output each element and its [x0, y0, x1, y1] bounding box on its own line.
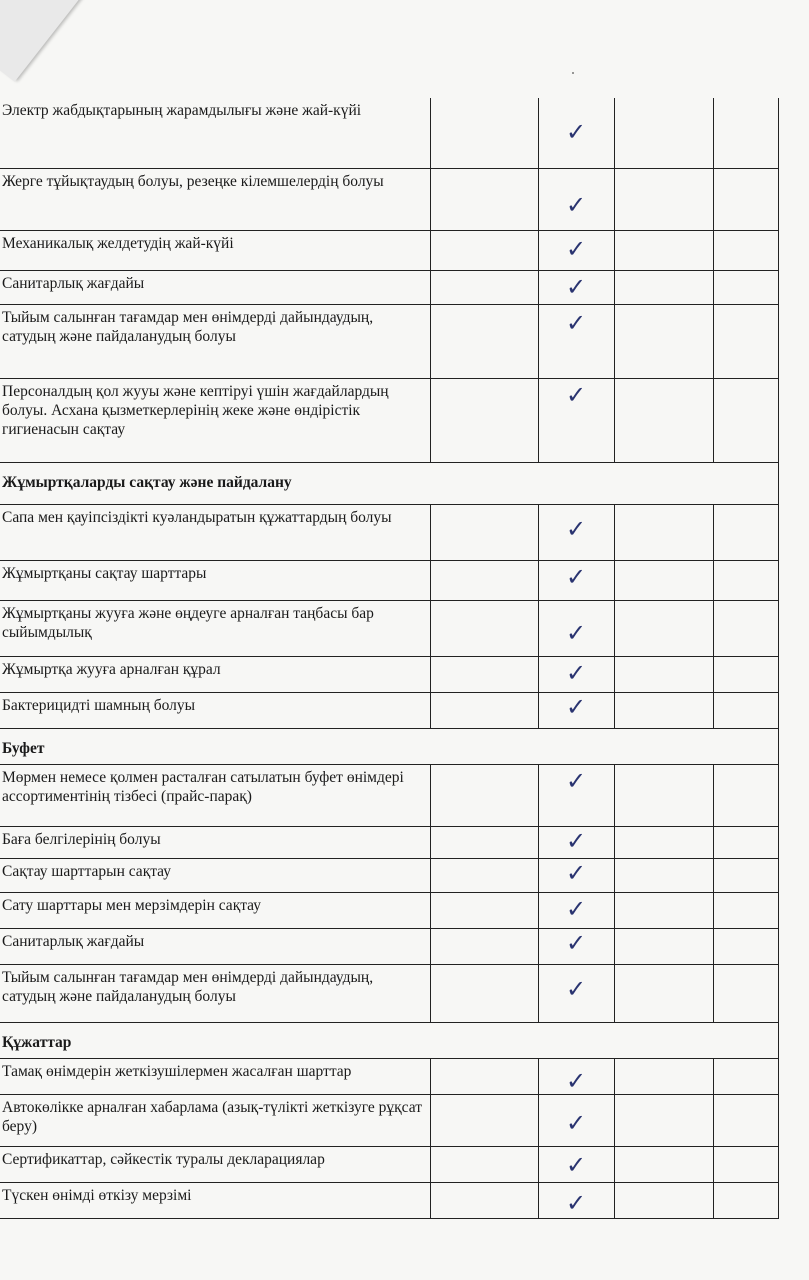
- check-cell[interactable]: [538, 270, 614, 304]
- checklist-row: [0, 168, 778, 230]
- criterion-text: Түскен өнімді өткізу мерзімі: [0, 1182, 430, 1218]
- empty-cell[interactable]: [430, 230, 538, 270]
- checklist-row: [0, 656, 778, 692]
- empty-cell[interactable]: [430, 1094, 538, 1146]
- empty-cell[interactable]: [430, 928, 538, 964]
- empty-cell[interactable]: [713, 600, 778, 656]
- empty-cell[interactable]: [430, 1146, 538, 1182]
- checkmark-icon: ✓: [565, 1066, 587, 1095]
- empty-cell[interactable]: [430, 600, 538, 656]
- check-cell[interactable]: [538, 504, 614, 560]
- checklist-row: [0, 826, 778, 858]
- criterion-text: Тыйым салынған тағамдар мен өнімдерді дайындаудың, сатудың және пайдаланудың болуы: [0, 304, 430, 378]
- checkmark-icon: ✓: [565, 562, 587, 591]
- criterion-text: Мөрмен немесе қолмен расталған сатылатын буфет өнімдері ассортиментінің тізбесі (прайс-парақ): [0, 764, 430, 826]
- empty-cell[interactable]: [614, 1094, 713, 1146]
- empty-cell[interactable]: [430, 98, 538, 168]
- empty-cell[interactable]: [614, 98, 713, 168]
- empty-cell[interactable]: [614, 826, 713, 858]
- empty-cell[interactable]: [430, 858, 538, 892]
- checkmark-icon: ✓: [565, 928, 587, 957]
- check-cell[interactable]: [538, 1058, 614, 1094]
- criterion-text: Сақтау шарттарын сақтау: [0, 858, 430, 892]
- empty-cell[interactable]: [430, 826, 538, 858]
- empty-cell[interactable]: [614, 858, 713, 892]
- empty-cell[interactable]: [614, 304, 713, 378]
- empty-cell[interactable]: [614, 1182, 713, 1218]
- checklist-row: [0, 1094, 778, 1146]
- empty-cell[interactable]: [430, 304, 538, 378]
- empty-cell[interactable]: [614, 504, 713, 560]
- checklist-row: [0, 230, 778, 270]
- empty-cell[interactable]: [713, 858, 778, 892]
- empty-cell[interactable]: [614, 1058, 713, 1094]
- checkmark-icon: ✓: [565, 380, 587, 409]
- empty-cell[interactable]: [430, 1182, 538, 1218]
- check-cell[interactable]: [538, 1182, 614, 1218]
- empty-cell[interactable]: [713, 1094, 778, 1146]
- empty-cell[interactable]: [614, 692, 713, 728]
- criterion-text: Тыйым салынған тағамдар мен өнімдерді дайындаудың, сатудың және пайдаланудың болуы: [0, 964, 430, 1022]
- checklist-row: [0, 504, 778, 560]
- checkmark-icon: ✓: [565, 766, 587, 795]
- checkmark-icon: ✓: [565, 234, 587, 263]
- criterion-text: Жұмыртқаны сақтау шарттары: [0, 560, 430, 600]
- empty-cell[interactable]: [713, 1146, 778, 1182]
- section-header-row: [0, 462, 778, 504]
- check-cell[interactable]: [538, 168, 614, 230]
- empty-cell[interactable]: [430, 1058, 538, 1094]
- check-cell[interactable]: [538, 892, 614, 928]
- empty-cell[interactable]: [713, 270, 778, 304]
- checkmark-icon: ✓: [565, 514, 587, 543]
- checkmark-icon: ✓: [565, 974, 587, 1003]
- checkmark-icon: ✓: [565, 272, 587, 301]
- empty-cell[interactable]: [614, 378, 713, 462]
- checkmark-icon: ✓: [565, 658, 587, 687]
- empty-cell[interactable]: [713, 504, 778, 560]
- empty-cell[interactable]: [430, 378, 538, 462]
- empty-cell[interactable]: [713, 230, 778, 270]
- criterion-text: Сату шарттары мен мерзімдерін сақтау: [0, 892, 430, 928]
- empty-cell[interactable]: [430, 964, 538, 1022]
- criterion-text: Сапа мен қауіпсіздікті куәландыратын құжаттардың болуы: [0, 504, 430, 560]
- check-cell[interactable]: [538, 378, 614, 462]
- checkmark-icon: ✓: [565, 826, 587, 855]
- empty-cell[interactable]: [713, 1058, 778, 1094]
- check-cell[interactable]: [538, 230, 614, 270]
- empty-cell[interactable]: [430, 692, 538, 728]
- empty-cell[interactable]: [614, 764, 713, 826]
- check-cell[interactable]: [538, 764, 614, 826]
- empty-cell[interactable]: [713, 656, 778, 692]
- empty-cell[interactable]: [614, 892, 713, 928]
- empty-cell[interactable]: [614, 1146, 713, 1182]
- empty-cell[interactable]: [430, 764, 538, 826]
- criterion-text: Санитарлық жағдайы: [0, 928, 430, 964]
- checklist-row: [0, 858, 778, 892]
- checklist-row: [0, 378, 778, 462]
- criterion-text: Механикалық желдетудің жай-күйі: [0, 230, 430, 270]
- empty-cell[interactable]: [430, 560, 538, 600]
- checklist-row: [0, 304, 778, 378]
- empty-cell[interactable]: [713, 892, 778, 928]
- checkmark-icon: ✓: [565, 1188, 587, 1217]
- empty-cell[interactable]: [614, 656, 713, 692]
- checkmark-icon: ✓: [565, 618, 587, 647]
- checklist-row: [0, 892, 778, 928]
- check-cell[interactable]: [538, 928, 614, 964]
- checkmark-icon: ✓: [565, 190, 587, 219]
- check-cell[interactable]: [538, 1094, 614, 1146]
- criterion-text: Сертификаттар, сәйкестік туралы декларациялар: [0, 1146, 430, 1182]
- checklist-row: [0, 98, 778, 168]
- checkmark-icon: ✓: [565, 894, 587, 923]
- empty-cell[interactable]: [614, 270, 713, 304]
- check-cell[interactable]: [538, 858, 614, 892]
- inspection-checklist-table: [0, 98, 779, 1219]
- empty-cell[interactable]: [713, 304, 778, 378]
- checkmark-icon: ✓: [565, 692, 587, 721]
- empty-cell[interactable]: [430, 892, 538, 928]
- checklist-row: [0, 270, 778, 304]
- check-cell[interactable]: [538, 304, 614, 378]
- checkmark-icon: ✓: [565, 118, 587, 146]
- criterion-text: Жұмыртқа жууға арналған құрал: [0, 656, 430, 692]
- checkmark-icon: ✓: [565, 1108, 587, 1137]
- empty-cell[interactable]: [713, 98, 778, 168]
- criterion-text: Электр жабдықтарының жарамдылығы және жай-күйі: [0, 98, 430, 168]
- empty-cell[interactable]: [430, 504, 538, 560]
- criterion-text: Баға белгілерінің болуы: [0, 826, 430, 858]
- check-cell[interactable]: [538, 656, 614, 692]
- empty-cell[interactable]: [713, 692, 778, 728]
- empty-cell[interactable]: [430, 656, 538, 692]
- section-title: Буфет: [0, 728, 778, 764]
- empty-cell[interactable]: [713, 964, 778, 1022]
- criterion-text: Жерге тұйықтаудың болуы, резеңке кілемшелердің болуы: [0, 168, 430, 230]
- empty-cell[interactable]: [713, 560, 778, 600]
- criterion-text: Санитарлық жағдайы: [0, 270, 430, 304]
- check-cell[interactable]: [538, 826, 614, 858]
- checkmark-icon: ✓: [565, 1150, 587, 1179]
- section-title: Құжаттар: [0, 1022, 778, 1058]
- criterion-text: Персоналдың қол жууы және кептіруі үшін жағдайлардың болуы. Асхана қызметкерлерінің жеке және өндірістік гигиенасын сақтау: [0, 378, 430, 462]
- empty-cell[interactable]: [614, 560, 713, 600]
- empty-cell[interactable]: [614, 600, 713, 656]
- checklist-row: [0, 600, 778, 656]
- empty-cell[interactable]: [430, 168, 538, 230]
- checklist-row: [0, 928, 778, 964]
- criterion-text: Тамақ өнімдерін жеткізушілермен жасалған шарттар: [0, 1058, 430, 1094]
- check-cell[interactable]: [538, 560, 614, 600]
- checklist-row: [0, 692, 778, 728]
- empty-cell[interactable]: [713, 826, 778, 858]
- criterion-text: Автокөлікке арналған хабарлама (азық-түлікті жеткізуге рұқсат беру): [0, 1094, 430, 1146]
- section-title: Жұмыртқаларды сақтау және пайдалану: [0, 462, 778, 504]
- empty-cell[interactable]: [614, 168, 713, 230]
- checkmark-icon: ✓: [565, 858, 587, 887]
- empty-cell[interactable]: [713, 378, 778, 462]
- section-header-row: [0, 728, 778, 764]
- empty-cell[interactable]: [614, 928, 713, 964]
- checklist-row: [0, 1058, 778, 1094]
- page-corner-fold: [0, 0, 88, 82]
- paper-speck: [572, 72, 574, 74]
- empty-cell[interactable]: [614, 964, 713, 1022]
- check-cell[interactable]: [538, 692, 614, 728]
- check-cell[interactable]: [538, 1146, 614, 1182]
- empty-cell[interactable]: [713, 764, 778, 826]
- empty-cell[interactable]: [713, 168, 778, 230]
- empty-cell[interactable]: [713, 928, 778, 964]
- checklist-row: [0, 1182, 778, 1218]
- check-cell[interactable]: [538, 600, 614, 656]
- empty-cell[interactable]: [614, 230, 713, 270]
- criterion-text: Жұмыртқаны жууға және өңдеуге арналған таңбасы бар сыйымдылық: [0, 600, 430, 656]
- checklist-row: [0, 964, 778, 1022]
- empty-cell[interactable]: [430, 270, 538, 304]
- checklist-row: [0, 1146, 778, 1182]
- checkmark-icon: ✓: [565, 308, 587, 337]
- criterion-text: Бактерицидті шамның болуы: [0, 692, 430, 728]
- empty-cell[interactable]: [713, 1182, 778, 1218]
- checklist-row: [0, 560, 778, 600]
- section-header-row: [0, 1022, 778, 1058]
- checklist-row: [0, 764, 778, 826]
- check-cell[interactable]: [538, 98, 614, 168]
- check-cell[interactable]: [538, 964, 614, 1022]
